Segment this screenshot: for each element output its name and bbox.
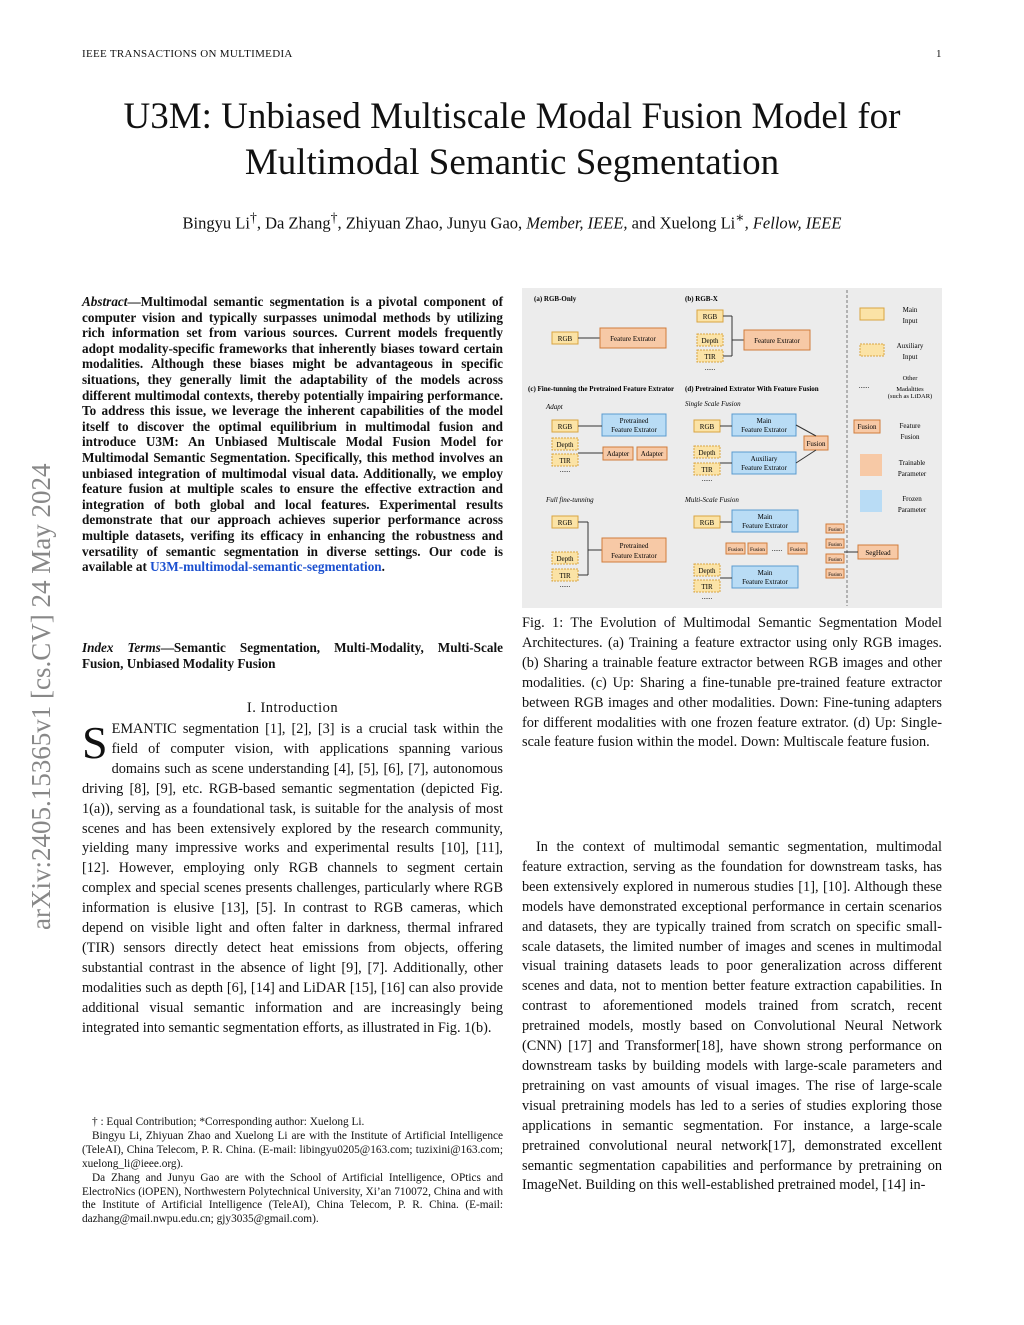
rgb-label: RGB xyxy=(557,423,573,431)
section-heading: I. Introduction xyxy=(246,700,339,716)
main-label: Main xyxy=(757,513,773,521)
fellow-title: Fellow, IEEE xyxy=(752,213,842,233)
panel-b-title: (b) RGB-X xyxy=(685,295,718,303)
footnote: † : Equal Contribution; *Corresponding author: Xuelong Li. xyxy=(92,1116,365,1128)
title-line-1: U3M: Unbiased Multiscale Modal Fusion Model for xyxy=(123,96,901,137)
paper-title xyxy=(60,94,964,186)
main-label: Main xyxy=(756,417,772,425)
adapt-label: Adapt xyxy=(546,403,563,411)
full-finetune-label: Full fine-tunning xyxy=(546,496,594,504)
auxiliary-label: Auxiliary xyxy=(750,455,778,463)
pretrained-label: Pretrained xyxy=(619,417,649,425)
author-list xyxy=(60,210,964,234)
multi-scale-label: Multi-Scale Fusion xyxy=(685,496,739,504)
extractor-label: Feature Extrator xyxy=(741,464,787,472)
figure-caption: Fig. 1: The Evolution of Multimodal Semantic Segmentation Model Architectures. (a) Training a feature extractor using only RGB images. (b) Sharing a trainable feature extractor between RGB images and other modalities. (c) Up: Sharing a fine-tunable pre-trained feature extractor between RGB images and other modalities. Down: Fine-tuning adapters for different modalities with one frozen feature extrator. (d) Up: Single-scale feature fusion within the model. Down: Multiscale feature fusion. xyxy=(522,615,942,751)
footnotes xyxy=(82,1116,503,1227)
dots: ...... xyxy=(701,475,713,483)
adapter-label: Adapter xyxy=(640,450,664,458)
journal-header: IEEE TRANSACTIONS ON MULTIMEDIA xyxy=(82,48,293,60)
rgb-label: RGB xyxy=(702,313,718,321)
fusion-label: Fusion xyxy=(828,573,842,578)
author-text: and Xuelong Li xyxy=(627,213,736,233)
fusion-label: Fusion xyxy=(750,547,765,553)
fusion-label: Fusion xyxy=(828,558,842,563)
extractor-label: Feature Extrator xyxy=(611,426,657,434)
depth-label: Depth xyxy=(698,567,716,575)
dagger-mark: † xyxy=(249,210,257,225)
tir-label: TIR xyxy=(701,466,713,474)
extractor-label: Feature Extrator xyxy=(610,335,656,343)
member-title: Member, IEEE, xyxy=(526,213,628,233)
legend-aux-swatch xyxy=(860,344,884,356)
extractor-label: Feature Extrator xyxy=(742,578,788,586)
intro-text: EMANTIC segmentation [1], [2], [3] is a crucial task within the field of computer vision, with applications spanning various domains such as scene understanding [4], [5], [6], [7], autonomous driving [8], [9], etc. RGB-based semantic segmentation (depicted Fig. 1(a)), serving as a foundational task, is suitable for the analysis of most scenes and has been extensively explored by the research community, yielding many impressive works and experimental results [10], [11], [12]. However, employing only RGB channels to segment certain complex and special scenes presents challenges, particularly where RGB information is elusive [13], [5]. In contrast to RGB cameras, which depend on visible light and often falter in darkness, thermal infrared (TIR) sensors directly detect heat emissions from objects, offering substantial contrast in the absence of light [9], [7]. Additionally, other modalities such as depth [6], [14] and LiDAR [15], [16] can also provide additional visual semantic information and are increasingly being integrated into semantic segmentation efforts, as illustrated in Fig. 1(b). xyxy=(82,721,503,1036)
adapter-label: Adapter xyxy=(606,450,630,458)
tir-label: TIR xyxy=(701,583,713,591)
code-link[interactable]: U3M-multimodal-semantic-segmentation xyxy=(150,559,382,575)
legend-trainable-swatch xyxy=(860,454,882,476)
fusion-label: Fusion xyxy=(828,543,842,548)
dots: ...... xyxy=(559,466,571,474)
panel-c-title: (c) Fine-tunning the Pretrained Feature Extrator xyxy=(528,385,675,393)
author-text: , Zhiyuan Zhao, Junyu Gao, xyxy=(337,213,527,233)
legend-main-swatch xyxy=(860,308,884,320)
right-column-text xyxy=(522,838,942,1196)
legend-fusion-swatch-label: Fusion xyxy=(857,423,877,431)
single-scale-label: Single Scale Fusion xyxy=(685,400,741,408)
abstract-label: Abstract xyxy=(82,294,128,309)
dropcap: S xyxy=(82,717,108,768)
legend-fusion-label: Feature Fusion xyxy=(899,422,921,441)
intro-paragraph xyxy=(82,717,503,1039)
fusion-label: Fusion xyxy=(828,528,842,533)
tir-label: TIR xyxy=(559,572,571,580)
extractor-label: Feature Extrator xyxy=(611,552,657,560)
legend-other-label: Other Madalities xyxy=(896,375,924,393)
author-text: , xyxy=(744,213,753,233)
legend-other-dots: ...... xyxy=(858,382,870,390)
seghead-label: SegHead xyxy=(865,549,891,557)
dots: ...... xyxy=(704,364,716,372)
tir-label: TIR xyxy=(704,353,716,361)
index-terms-text: —Semantic Segmentation, Multi-Modality, Multi-Scale Fusion, Unbiased Modality Fusion xyxy=(82,640,503,672)
fusion-label: Fusion xyxy=(806,440,826,448)
author-text: , Da Zhang xyxy=(256,213,331,233)
extractor-label: Feature Extrator xyxy=(742,522,788,530)
footnote: Bingyu Li, Zhiyuan Zhao and Xuelong Li are with the Institute of Artificial Intelligence (TeleAI), China Telecom, P. R. China. (E-mail: libingyu0205@163.com; tuzixini@163.com; xuelong_li@ieee.org). xyxy=(82,1129,503,1170)
paragraph: In the context of multimodal semantic segmentation, multimodal feature extraction, serving as the foundation for downstream tasks, has been extensively explored in numerous studies [1], [10]. Although these models have demonstrated exceptional performance in certain scenarios and datasets, they are typically trained from scratch on specific small-scale datasets, the limited number of images and scenes in multimodal visual training datasets leads to poor generalization across different scenes and data, not to mention better feature extraction capabilities. In contrast to aforementioned models trained from scratch, recent pretrained models, mostly based on Convolutional Neural Network (CNN) [17] and Transformer[18], have shown strong performance on downstream tasks by building models with large-scale parameters and pretraining on vast amounts of visual images. The rise of large-scale visual pretraining models has led to a series of studies exploring those applications in semantic segmentation. For instance, a large-scale pretrained convolutional neural network[17], demonstrated excellent semantic segmentation capabilities and performance by pretraining on ImageNet. Building on this well-established pretrained model, [14] in- xyxy=(522,839,942,1194)
fusion-label: Fusion xyxy=(790,547,805,553)
page-number: 1 xyxy=(936,48,942,60)
rgb-label: RGB xyxy=(699,519,715,527)
fusion-label: Fusion xyxy=(728,547,743,553)
depth-label: Depth xyxy=(698,449,716,457)
dots: ...... xyxy=(701,593,713,601)
legend-trainable-label: Trainable Parameter xyxy=(897,459,927,478)
dots: ...... xyxy=(559,581,571,589)
pretrained-label: Pretrained xyxy=(619,542,649,550)
footnote: Da Zhang and Junyu Gao are with the School of Artificial Intelligence, OPtics and ElectroNics (iOPEN), Northwestern Polytechnical University, Xi’an 710072, China and with the Institute of Artificial Intelligence (TeleAI), China Telecom, P. R. China. (E-mail: dazhang@mail.nwpu.edu.cn; gjy3035@gmail.com). xyxy=(82,1171,503,1226)
extractor-label: Feature Extrator xyxy=(754,337,800,345)
author-text: Bingyu Li xyxy=(182,213,250,233)
legend-aux-label: Auxiliary Input xyxy=(896,342,924,361)
rgb-label: RGB xyxy=(699,423,715,431)
panel-d-title: (d) Pretrained Extrator With Feature Fusion xyxy=(685,385,819,393)
arxiv-stamp-text: arXiv:2405.15365v1 [cs.CV] 24 May 2024 xyxy=(26,463,56,930)
panel-a-title: (a) RGB-Only xyxy=(534,295,577,303)
legend-frozen-swatch xyxy=(860,490,882,512)
depth-label: Depth xyxy=(556,441,574,449)
dagger-mark: † xyxy=(330,210,338,225)
legend-other-sub: (such as LiDAR) xyxy=(887,393,933,400)
main-label: Main xyxy=(757,569,773,577)
rgb-label: RGB xyxy=(557,519,573,527)
abstract xyxy=(82,294,503,575)
abstract-text: —Multimodal semantic segmentation is a pivotal component of computer vision and typically surpasses unimodal methods by utilizing rich information set from various sources. Current models frequently adopt modality-specific frameworks that inherently biases toward certain modalities. Although these biases might be advantageous in specific situations, they generally limit the adaptability of the models across different multimodal contexts, thereby potentially impairing performance. To address this issue, we leverage the inherent capabilities of the model itself to discover the optimal equilibrium in multimodal fusion and introduce U3M: An Unbiased Multiscale Modal Fusion Model for Multimodal Semantic Segmentation. Specifically, this method involves an unbiased integration of multimodal visual data. Additionally, we employ feature fusion at multiple scales to ensure the effective extraction and integration of both global and local features. Experimental results demonstrate that our approach achieves superior performance across multiple datasets, verifing its efficacy in enhancing the robustness and versatility of semantic segmentation in diverse settings. Our code is available at xyxy=(82,294,503,575)
dots: ...... xyxy=(771,545,783,553)
title-line-2: Multimodal Semantic Segmentation xyxy=(244,142,780,183)
star-mark: ∗ xyxy=(735,210,745,225)
depth-label: Depth xyxy=(556,555,574,563)
depth-label: Depth xyxy=(701,337,719,345)
abstract-end: . xyxy=(381,559,385,575)
index-terms xyxy=(82,640,503,672)
figure-1 xyxy=(522,288,942,608)
legend-main-label: Main Input xyxy=(902,306,918,325)
rgb-label: RGB xyxy=(557,335,573,343)
index-terms-label: Index Terms xyxy=(82,640,161,655)
legend-frozen-label: Frozen Parameter xyxy=(897,495,927,514)
tir-label: TIR xyxy=(559,457,571,465)
extractor-label: Feature Extrator xyxy=(741,426,787,434)
arxiv-stamp xyxy=(20,290,60,950)
